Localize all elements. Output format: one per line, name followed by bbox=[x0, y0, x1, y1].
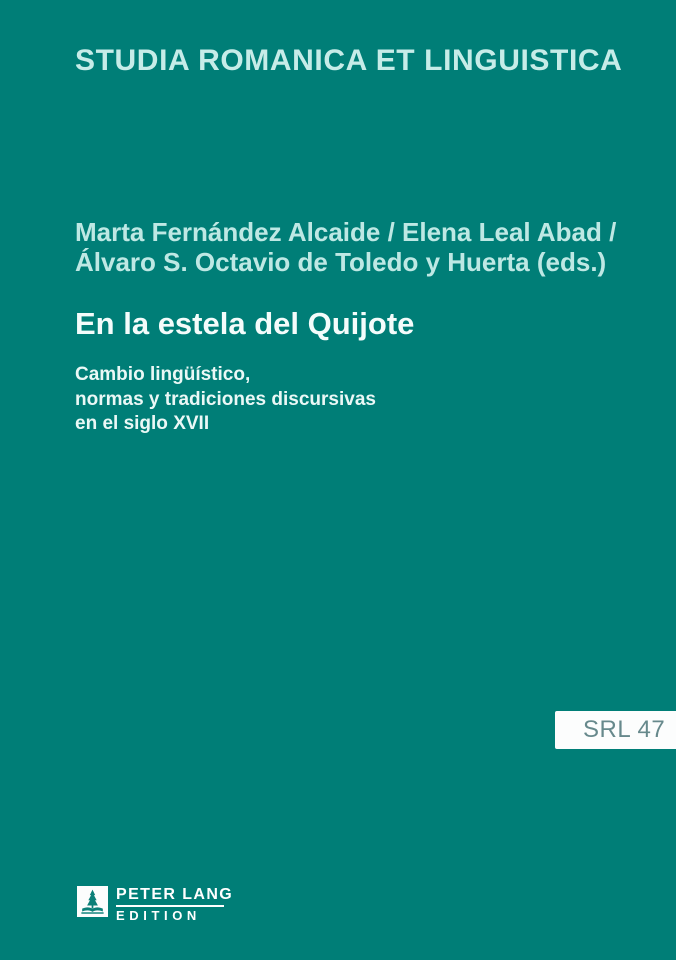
series-title: STUDIA ROMANICA ET LINGUISTICA bbox=[75, 44, 623, 77]
book-title: En la estela del Quijote bbox=[75, 306, 415, 341]
editors-block bbox=[75, 217, 616, 277]
logo-divider bbox=[116, 905, 224, 907]
series-badge-label: SRL 47 bbox=[583, 716, 666, 743]
publisher-name: PETER LANG bbox=[116, 886, 234, 903]
subtitle-line-3: en el siglo XVII bbox=[75, 413, 210, 434]
tree-over-open-book-icon bbox=[79, 888, 106, 915]
subtitle-line-1: Cambio lingüístico, bbox=[75, 364, 251, 385]
series-number-badge bbox=[555, 711, 676, 749]
editors-line-1: Marta Fernández Alcaide / Elena Leal Abad / bbox=[75, 217, 617, 247]
book-subtitle bbox=[75, 363, 376, 437]
editors-line-2: Álvaro S. Octavio de Toledo y Huerta (eds.) bbox=[75, 247, 607, 277]
subtitle-line-2: normas y tradiciones discursivas bbox=[75, 388, 376, 410]
publisher-imprint: EDITION bbox=[116, 908, 201, 923]
publisher-wordmark bbox=[116, 886, 233, 923]
publisher-emblem-box bbox=[77, 886, 108, 917]
publisher-logo bbox=[77, 886, 233, 923]
